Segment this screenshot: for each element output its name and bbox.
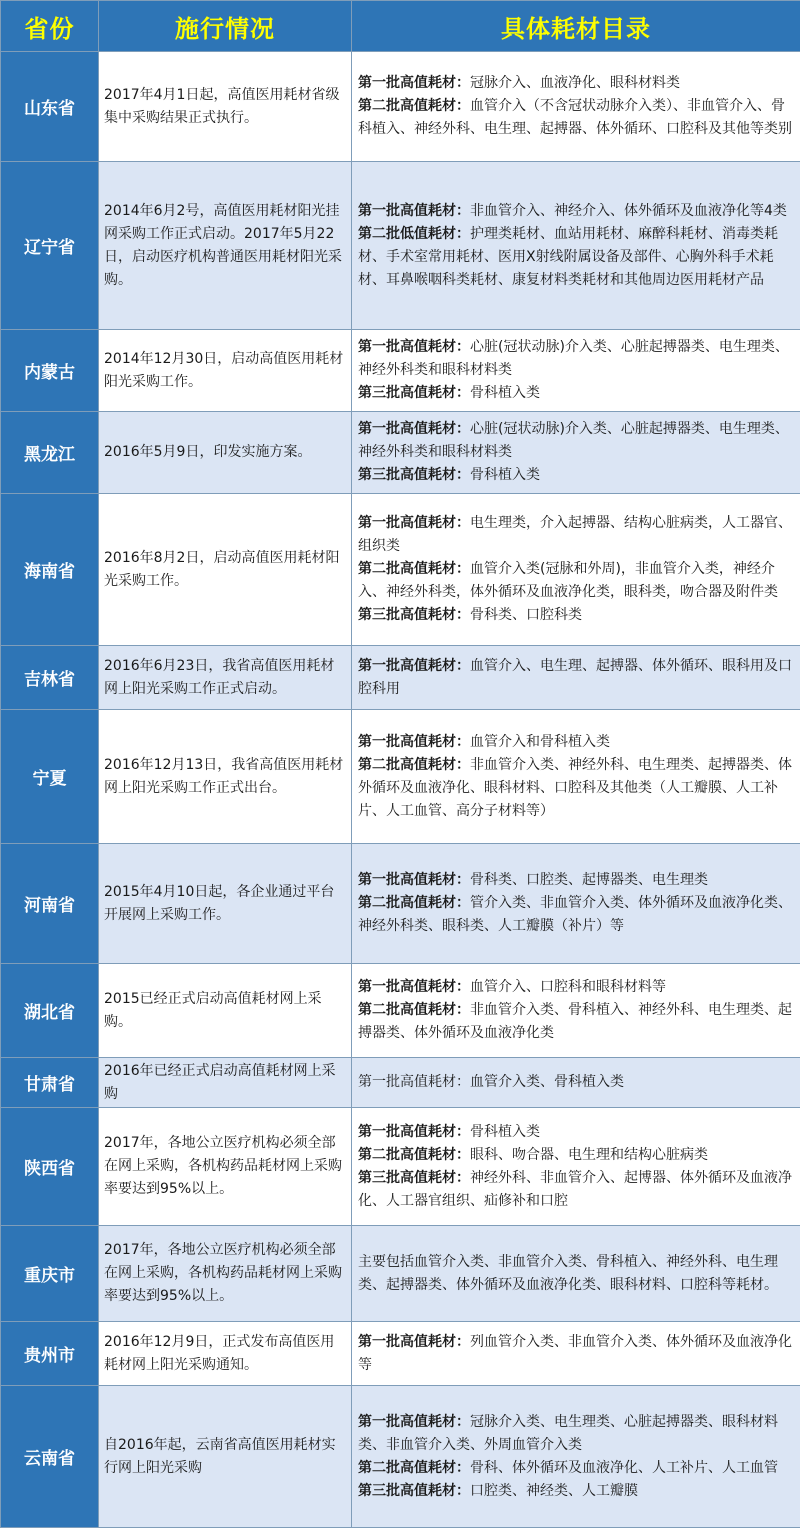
batch-line (358, 976, 794, 999)
batch-line (358, 418, 794, 464)
implementation-cell: 2016年已经正式启动高值耗材网上采购 (99, 1058, 352, 1108)
batch-line (358, 223, 794, 292)
batch-text: 管介入类、非血管介入类、体外循环及血液净化类、神经外科类、眼科类、人工瓣膜（补片）等 (358, 895, 792, 934)
implementation-cell: 2014年6月2号，高值医用耗材阳光挂网采购工作正式启动。2017年5月22日，启动医疗机构普通医用耗材阳光采购。 (99, 162, 352, 330)
implementation-cell: 2016年6月23日，我省高值医用耗材网上阳光采购工作正式启动。 (99, 646, 352, 710)
implementation-cell: 2016年8月2日，启动高值医用耗材阳光采购工作。 (99, 494, 352, 646)
batch-label: 第三批高值耗材： (358, 1482, 470, 1499)
batch-label: 第二批高值耗材： (358, 1146, 470, 1163)
table-row (1, 646, 800, 710)
province-cell: 云南省 (1, 1386, 99, 1528)
batch-text: 骨科、体外循环及血液净化、人工补片、人工血管 (470, 1459, 778, 1476)
batch-line (358, 754, 794, 823)
table-row (1, 1386, 800, 1528)
batch-line (358, 869, 794, 892)
implementation-cell: 2017年，各地公立医疗机构必须全部在网上采购，各机构药品耗材网上采购率要达到95%以上。 (99, 1108, 352, 1226)
table-row (1, 844, 800, 964)
batch-label: 第二批高值耗材： (358, 1002, 470, 1018)
batch-line (358, 1071, 794, 1094)
batch-text: 非血管介入类、神经外科、电生理类、起搏器类、体外循环及血液净化、眼科材料、口腔科及其他类（人工瓣膜、人工补片、人工血管、高分子材料等） (358, 756, 792, 819)
batch-line (358, 1411, 794, 1457)
batch-line (358, 512, 794, 558)
table-row (1, 1226, 800, 1322)
table-body (1, 52, 800, 1528)
batch-label: 第一批高值耗材： (358, 339, 470, 355)
implementation-cell: 2016年12月13日，我省高值医用耗材网上阳光采购工作正式出台。 (99, 710, 352, 844)
province-cell: 贵州市 (1, 1322, 99, 1386)
batch-line (358, 1480, 794, 1503)
province-cell: 河南省 (1, 844, 99, 964)
batch-text: 心脏(冠状动脉)介入类、心脏起搏器类、电生理类、神经外科类和眼科材料类 (358, 339, 789, 378)
batch-line (358, 336, 794, 382)
batch-label: 第一批高值耗材： (358, 657, 470, 674)
province-cell: 辽宁省 (1, 162, 99, 330)
province-cell: 海南省 (1, 494, 99, 646)
batch-line (358, 1167, 794, 1213)
batch-line (358, 604, 794, 627)
implementation-cell: 2015已经正式启动高值耗材网上采购。 (99, 964, 352, 1058)
header-implementation: 施行情况 (99, 1, 352, 52)
items-cell (352, 52, 800, 162)
batch-line (358, 1251, 794, 1297)
batch-label: 第三批高值耗材： (358, 467, 470, 483)
batch-line (358, 558, 794, 604)
items-cell (352, 646, 800, 710)
batch-label: 第三批高值耗材： (358, 607, 470, 623)
table-row (1, 1322, 800, 1386)
implementation-cell: 2017年，各地公立医疗机构必须全部在网上采购，各机构药品耗材网上采购率要达到95%以上。 (99, 1226, 352, 1322)
batch-text: 骨科类、口腔科类 (470, 607, 582, 623)
batch-text: 血管介入、口腔科和眼科材料等 (470, 979, 666, 995)
batch-line (358, 655, 794, 701)
batch-line (358, 999, 794, 1045)
batch-text: 列血管介入类、非血管介入类、体外循环及血液净化等 (358, 1333, 792, 1373)
batch-text: 骨科类、口腔类、起博器类、电生理类 (470, 872, 708, 888)
province-cell: 黑龙江 (1, 412, 99, 494)
batch-line (358, 200, 794, 223)
batch-line (358, 892, 794, 938)
implementation-cell: 2015年4月10日起，各企业通过平台开展网上采购工作。 (99, 844, 352, 964)
batch-label: 第一批高值耗材： (358, 75, 470, 91)
batch-text: 第一批高值耗材：血管介入类、骨科植入类 (358, 1074, 624, 1090)
batch-label: 第一批高值耗材： (358, 421, 470, 437)
province-cell: 重庆市 (1, 1226, 99, 1322)
province-cell: 甘肃省 (1, 1058, 99, 1108)
table-row (1, 1108, 800, 1226)
items-cell (352, 1058, 800, 1108)
table-row (1, 330, 800, 412)
batch-label: 第一批高值耗材： (358, 1413, 470, 1430)
implementation-cell: 2016年5月9日，印发实施方案。 (99, 412, 352, 494)
table-row (1, 412, 800, 494)
batch-text: 主要包括血管介入类、非血管介入类、骨科植入、神经外科、电生理类、起搏器类、体外循环及血液净化类、眼科材料、口腔科等耗材。 (358, 1253, 778, 1293)
batch-label: 第一批高值耗材： (358, 1123, 470, 1140)
table-row (1, 1058, 800, 1108)
batch-text: 血管介入（不含冠状动脉介入类）、非血管介入、骨科植入、神经外科、电生理、起搏器、体外循环、口腔科及其他等类别 (358, 98, 792, 137)
batch-label: 第一批高值耗材： (358, 515, 470, 531)
batch-label: 第一批高值耗材： (358, 872, 470, 888)
items-cell (352, 1322, 800, 1386)
province-cell: 吉林省 (1, 646, 99, 710)
batch-label: 第三批高值耗材： (358, 1169, 470, 1186)
batch-label: 第二批高值耗材： (358, 895, 470, 911)
batch-text: 非血管介入类、骨科植入、神经外科、电生理类、起搏器类、体外循环及血液净化类 (358, 1002, 792, 1041)
items-cell (352, 964, 800, 1058)
batch-text: 血管介入、电生理、起搏器、体外循环、眼科用及口腔科用 (358, 657, 792, 697)
items-cell (352, 330, 800, 412)
header-province: 省份 (1, 1, 99, 52)
implementation-cell: 2014年12月30日，启动高值医用耗材阳光采购工作。 (99, 330, 352, 412)
batch-text: 非血管介入、神经介入、体外循环及血液净化等4类 (470, 202, 787, 219)
province-cell: 宁夏 (1, 710, 99, 844)
implementation-cell: 2017年4月1日起，高值医用耗材省级集中采购结果正式执行。 (99, 52, 352, 162)
batch-text: 骨科植入类 (470, 1123, 540, 1140)
batch-line (358, 95, 794, 141)
items-cell (352, 844, 800, 964)
batch-text: 神经外科、非血管介入、起博器、体外循环及血液净化、人工器官组织、疝修补和口腔 (358, 1169, 792, 1209)
batch-text: 冠脉介入、血液净化、眼科材料类 (470, 75, 680, 91)
batch-line (358, 731, 794, 754)
items-cell (352, 710, 800, 844)
header-items: 具体耗材目录 (352, 1, 800, 52)
table-row (1, 52, 800, 162)
items-cell (352, 1386, 800, 1528)
items-cell (352, 1226, 800, 1322)
batch-line (358, 1121, 794, 1144)
batch-text: 心脏(冠状动脉)介入类、心脏起搏器类、电生理类、神经外科类和眼科材料类 (358, 421, 789, 460)
province-cell: 内蒙古 (1, 330, 99, 412)
header-row (1, 1, 800, 52)
batch-label: 第一批高值耗材： (358, 1333, 470, 1350)
items-cell (352, 494, 800, 646)
items-cell (352, 1108, 800, 1226)
batch-label: 第二批高值耗材： (358, 561, 470, 577)
batch-line (358, 464, 794, 487)
batch-text: 眼科、吻合器、电生理和结构心脏病类 (470, 1146, 708, 1163)
batch-label: 第二批高值耗材： (358, 756, 470, 773)
batch-label: 第二批高值耗材： (358, 1459, 470, 1476)
batch-label: 第二批高值耗材： (358, 98, 470, 114)
batch-line (358, 382, 794, 405)
batch-text: 骨科植入类 (470, 385, 540, 401)
batch-text: 血管介入类(冠脉和外周)，非血管介入类，神经介入、神经外科类，体外循环及血液净化类，眼科类，吻合器及附件类 (358, 561, 778, 600)
province-cell: 陕西省 (1, 1108, 99, 1226)
batch-text: 电生理类，介入起搏器、结构心脏病类，人工器官、组织类 (358, 515, 792, 554)
batch-label: 第一批高值耗材： (358, 979, 470, 995)
table-row (1, 710, 800, 844)
table-row (1, 964, 800, 1058)
batch-text: 血管介入和骨科植入类 (470, 733, 610, 750)
province-cell: 山东省 (1, 52, 99, 162)
items-cell (352, 162, 800, 330)
batch-line (358, 1144, 794, 1167)
implementation-cell: 自2016年起，云南省高值医用耗材实行网上阳光采购 (99, 1386, 352, 1528)
batch-label: 第三批高值耗材： (358, 385, 470, 401)
batch-label: 第一批高值耗材： (358, 733, 470, 750)
batch-line (358, 1457, 794, 1480)
batch-label: 第二批低值耗材： (358, 225, 470, 242)
batch-text: 口腔类、神经类、人工瓣膜 (470, 1482, 638, 1499)
batch-line (358, 1331, 794, 1377)
table-row (1, 162, 800, 330)
batch-line (358, 72, 794, 95)
batch-text: 冠脉介入类、电生理类、心脏起搏器类、眼科材料类、非血管介入类、外周血管介入类 (358, 1413, 778, 1453)
province-cell: 湖北省 (1, 964, 99, 1058)
table-row (1, 494, 800, 646)
items-cell (352, 412, 800, 494)
batch-text: 护理类耗材、血站用耗材、麻醉科耗材、消毒类耗材、手术室常用耗材、医用X射线附属设备及部件、心胸外科手术耗材、耳鼻喉咽科类耗材、康复材料类耗材和其他周边医用耗材产品 (358, 225, 778, 288)
batch-text: 骨科植入类 (470, 467, 540, 483)
batch-label: 第一批高值耗材： (358, 202, 470, 219)
implementation-cell: 2016年12月9日，正式发布高值医用耗材网上阳光采购通知。 (99, 1322, 352, 1386)
